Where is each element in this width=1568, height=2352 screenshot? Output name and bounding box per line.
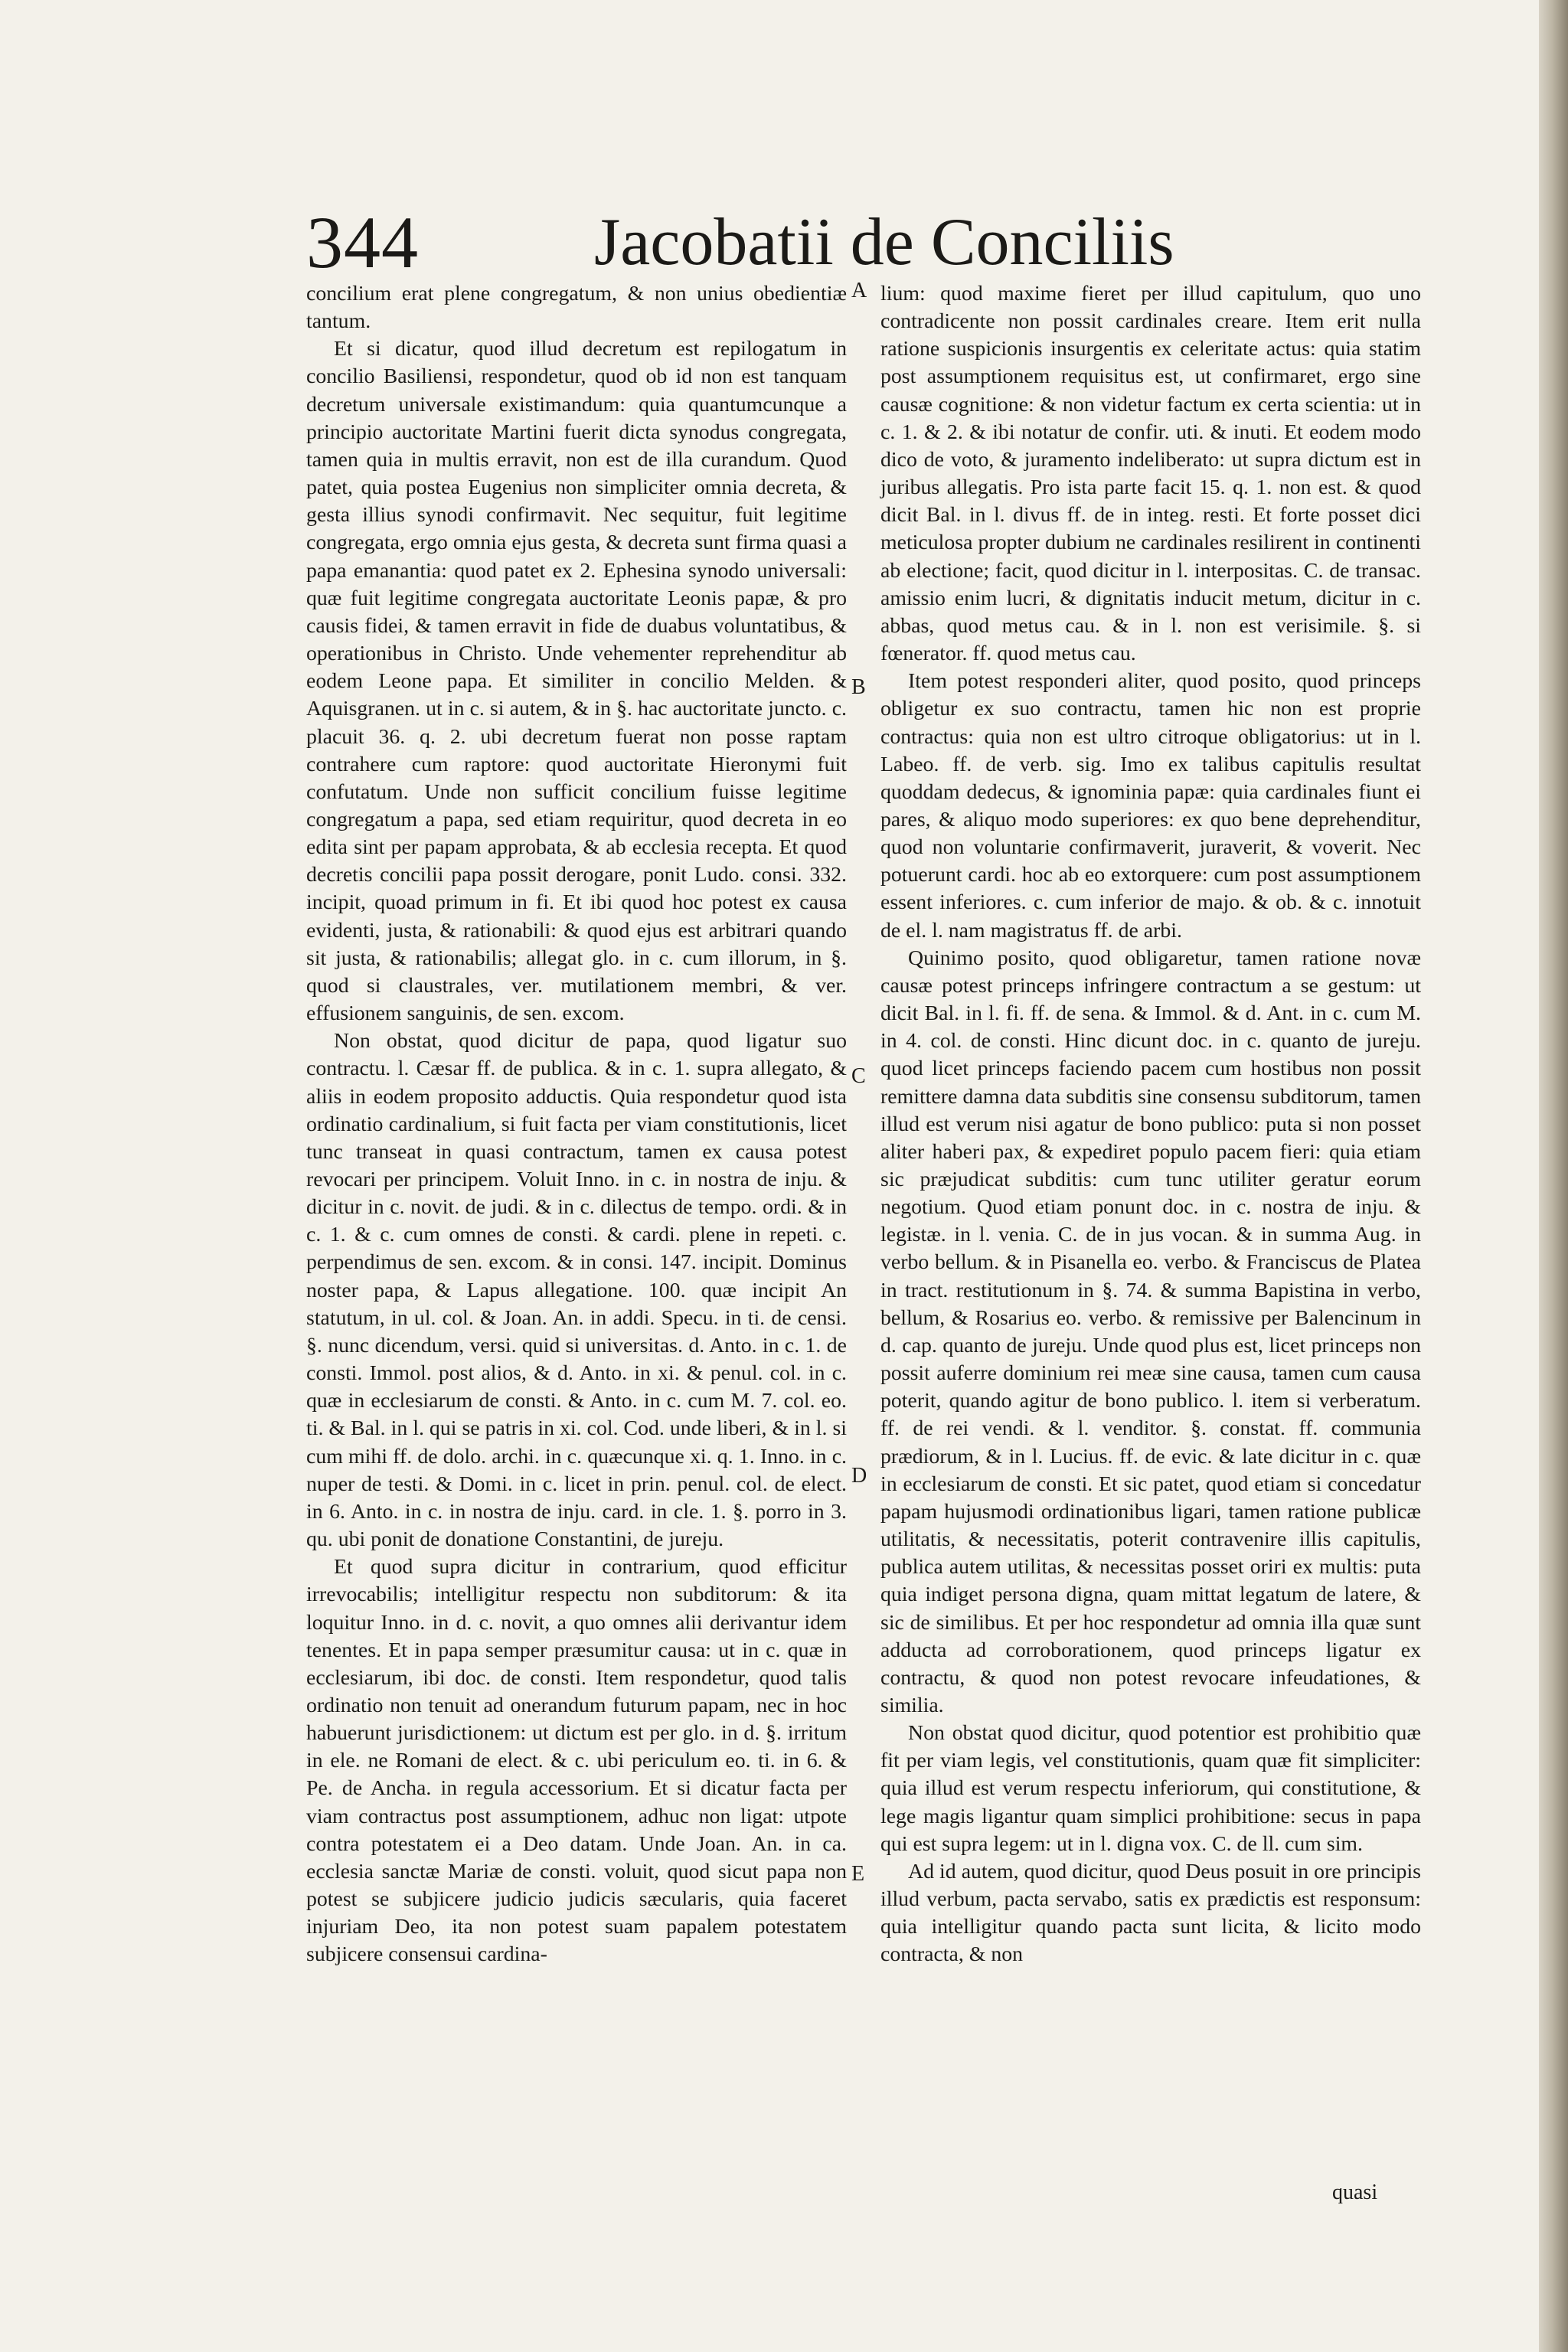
paragraph: concilium erat plene congregatum, & non unius obedientiæ tantum.	[306, 282, 847, 334]
paragraph: Non obstat quod dicitur, quod potentior est prohibitio quæ fit per viam legis, vel constitutionis, quam quæ fit simpliciter: quia illud est verum respectu inferiorum, qui constitutione, & lege magis ligantur quam simplici prohibitione: secus in papa qui est supra legem: ut in l. digna vox. C. de ll. cum sim.	[880, 1721, 1421, 1856]
catchword: quasi	[1332, 2180, 1378, 2204]
paragraph: Et si dicatur, quod illud decretum est repilogatum in concilio Basiliensi, respondetur, quod ob id non est tanquam decretum universale existimandum: quia quantumcunque a principio auctoritate Martini fuerit dicta synodus congregata, tamen quia in multis erravit, non est de illa curandum. Quod patet, quia postea Eugenius non simpliciter omnia decreta, & gesta illius synodi confirmavit. Nec sequitur, fuit legitime congregata, ergo omnia ejus gesta, & decreta sunt firma quasi a papa emanantia: quod patet ex 2. Ephesina synodo universali: quæ fuit legitime congregata auctoritate Leonis papæ, & pro causis fidei, & tamen erravit in fide de duabus voluntatibus, & operationibus in Christo. Unde vehementer reprehenditur ab eodem Leone papa. Et similiter in concilio Melden. & Aquisgranen. ut in c. si autem, & in §. hac auctoritate juncto. c. placuit 36. q. 2. ubi decretum fuerat non posse raptam contrahere cum raptore: quod auctoritate Hieronymi fuit confutatum. Unde non sufficit concilium fuisse legitime congregatum a papa, sed etiam requiritur, quod decreta in eo edita sint per papam approbata, & ab ecclesia recepta. Et quod decretis concilii papa possit derogare, ponit Ludo. consi. 332. incipit, quoad primum in fi. Et ibi quod hoc potest ex causa evidenti, justa, & rationabili: & quod ejus est arbitrari quando sit justa, & rationabilis; allegat glo. in c. cum illorum, in §. quod si claustrales, ver. mutilationem membri, & ver. effusionem sanguinis, de sen. excom.	[306, 337, 847, 1026]
paragraph: Quinimo posito, quod obligaretur, tamen ratione novæ causæ potest princeps infringere contractum a se gestum: ut dicit Bal. in l. fi. ff. de sena. & Immol. & d. Ant. in c. cum M. in 4. col. de consti. Hinc dicunt doc. in c. quanto de jureju. quod licet princeps faciendo pacem cum hostibus non possit remittere damna data subditis sine consensu subditorum, tamen illud est verum nisi agatur de bono publico: puta si non posset aliter haberi pax, & expediret populo pacem fieri: quia etiam sic præjudicat subditis: cum tunc utiliter geratur eorum negotium. Quod etiam ponunt doc. in c. nostra de inju. & legistæ. in l. venia. C. de in jus vocan. & in summa Aug. in verbo bellum. & in Pisanella eo. verbo. & Franciscus de Platea in tract. restitutionum in §. 74. & summa Bapistina in verbo, bellum, & Rosarius eo. verbo. & remissive per Balencinum in d. cap. quanto de jureju. Unde quod plus est, licet princeps non possit auferre dominium rei meæ sine causa, tamen cum causa poterit, quando agitur de bono publico. l. item si verberatum. ff. de rei vendi. & l. venditor. §. constat. ff. communia prædiorum, & in l. Lucius. ff. de evic. & late dicitur in c. quæ in ecclesiarum de consti. Et sic patet, quod etiam si concedatur papam hujusmodi ordinationibus ligari, tamen ratione publicæ utilitatis, & necessitatis, poterit contravenire illis capitulis, publica autem utilitas, & necessitas posset oriri ex multis: puta quia indiget persona digna, quam mittat legatum de latere, & sic de similibus. Et per hoc respondetur ad omnia illa quæ sunt adducta ad corroborationem, quod princeps ligatur ex contractu, & quod non potest revocare infeudationes, & similia.	[880, 946, 1421, 1717]
margin-letter-c: C	[851, 1064, 866, 1088]
page-header	[306, 201, 1174, 292]
paragraph: lium: quod maxime fieret per illud capitulum, quo uno contradicente non possit cardinales creare. Item erit nulla ratione suspicionis insurgentis ex celeritate actus: quia statim post assumptionem requisitus est, ut confirmaret, ergo sine causæ cognitione: & non videtur factum ex certa scientia: ut in c. 1. & 2. & ibi notatur de confir. uti. & inuti. Et eodem modo dico de voto, & juramento indeliberato: ut supra dictum est in juribus allegatis. Pro ista parte facit 15. q. 1. non est. & quod dicit Bal. in l. divus ff. de in integ. resti. Et forte posset dici meticulosa propter dubium ne cardinales resilirent in continenti ab electione; facit, quod dicitur in l. interpositas. C. de transac. amissio enim lucri, & dignitatis inducit metum, dicitur in c. abbas, quod metus cau. & in l. non est verisimile. §. si fœnerator. ff. quod metus cau.	[880, 282, 1421, 666]
margin-letter-b: B	[851, 675, 866, 699]
paragraph: Et quod supra dicitur in contrarium, quod efficitur irrevocabilis; intelligitur respectu non subditorum: & ita loquitur Inno. in d. c. novit, a quo omnes alii derivantur idem tenentes. Et in papa semper præsumitur causa: ut in c. quæ in ecclesiarum, ibi doc. de consti. Item respondetur, quod talis ordinatio non tenuit ad onerandum futurum papam, nec in hoc habuerunt jurisdictionem: ut dictum est per glo. in d. §. irritum in ele. ne Romani de elect. & c. ubi periculum eo. ti. in 6. & Pe. de Ancha. in regula accessorium. Et si dicatur facta per viam contractus post assumptionem, adhuc non ligat: utpote contra potestatem ei a Deo datam. Unde Joan. An. in ca. ecclesia sanctæ Mariæ de consti. voluit, quod sicut papa non potest se subjicere judicio judicis sæcularis, quia faceret injuriam Deo, ita non potest suam papalem potestatem subjicere consensui cardina-	[306, 1555, 847, 1967]
page-number: 344	[306, 201, 419, 283]
paragraph: Item potest responderi aliter, quod posito, quod princeps obligetur ex suo contractu, tamen hic non est proprie contractus: quia non est ultro citroque obligatorius: ut in l. Labeo. ff. de verb. sig. Imo ex talibus capitulis resultat quoddam dedecus, & ignominia papæ: quia cardinales fiunt ei pares, & aliquo modo superiores: ex quo bene deprehenditur, quod non voluntarie confirmaverit, juraverit, & voverit. Nec potuerunt cardi. hoc ab eo extorquere: cum post assumptionem essent inferiores. c. cum inferior de majo. & ob. & c. innotuit de el. l. nam magistratus ff. de arbi.	[880, 669, 1421, 942]
right-column	[880, 280, 1421, 1969]
paragraph: Ad id autem, quod dicitur, quod Deus posuit in ore principis illud verbum, pacta servabo, satis ex prædictis est responsum: quia intelligitur quando pacta sunt licita, & licito modo contracta, & non	[880, 1859, 1421, 1967]
left-column	[306, 280, 847, 1969]
margin-letter-e: E	[851, 1862, 865, 1886]
book-binding-edge	[1539, 0, 1568, 2352]
margin-letter-d: D	[851, 1464, 867, 1488]
paragraph: Non obstat, quod dicitur de papa, quod ligatur suo contractu. l. Cæsar ff. de publica. & in c. 1. supra allegato, & aliis in eodem proposito adductis. Quia respondetur quod ista ordinatio cardinalium, si fuit facta per viam constitutionis, licet tunc transeat in quasi contractum, tamen ex causa potest revocari per principem. Voluit Inno. in c. in nostra de inju. & dicitur in c. novit. de judi. & in c. dilectus de tempo. ordi. & in c. 1. & c. cum omnes de consti. & cardi. plene in repeti. c. perpendimus de sen. excom. & in consi. 147. incipit. Dominus noster papa, & Lapus allegatione. 100. quæ incipit An statutum, in ul. col. & Joan. An. in addi. Specu. in ti. de censi. §. nunc dicendum, versi. quid si universitas. d. Anto. in c. 1. de consti. Immol. post alios, & d. Anto. in xi. & penul. col. in c. quæ in ecclesiarum de consti. & Anto. in c. cum M. 7. col. eo. ti. & Bal. in l. qui se patris in xi. col. Cod. unde liberi, & in l. si cum mihi ff. de dolo. archi. in c. quæcunque xi. q. 1. Inno. in c. nuper de testi. & Domi. in c. licet in prin. penul. col. de elect. in 6. Anto. in c. in nostra de inju. card. in cle. 1. §. porro in 3. qu. ubi ponit de donatione Constantini, de jureju.	[306, 1029, 847, 1552]
running-title: Jacobatii de Conciliis	[594, 205, 1174, 279]
margin-letter-a: A	[851, 279, 867, 302]
